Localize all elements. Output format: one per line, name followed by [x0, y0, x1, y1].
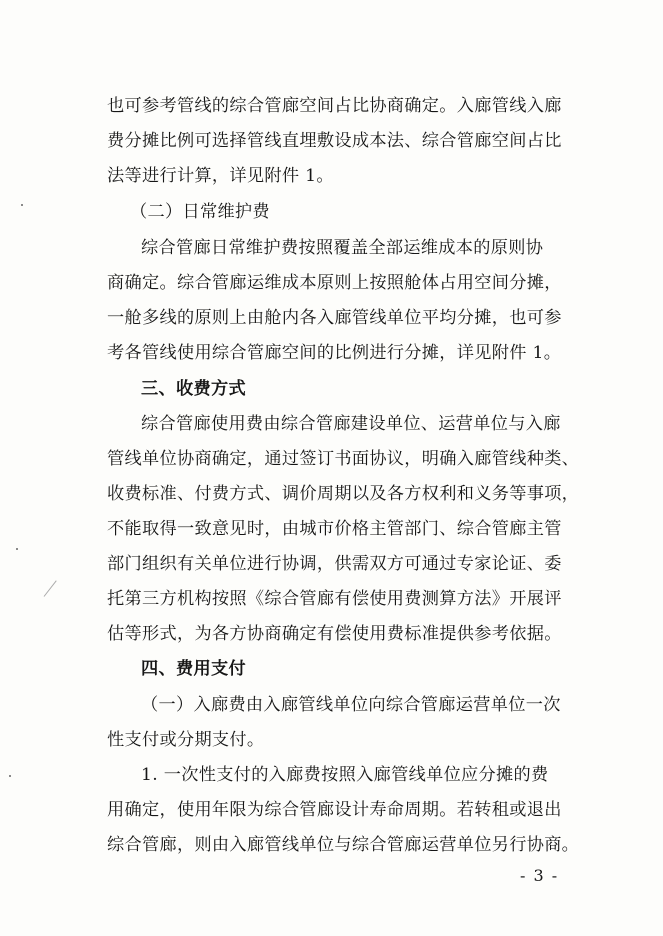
body-line: 综合管廊使用费由综合管廊建设单位、运营单位与入廊 [141, 414, 561, 434]
body-line: 费分摊比例可选择管线直埋敷设成本法、综合管廊空间占比 [107, 131, 562, 151]
scan-line-mark [44, 580, 57, 596]
body-line: 一舱多线的原则上由舱内各入廊管线单位平均分摊，也可参 [107, 308, 562, 328]
body-line: 综合管廊日常维护费按照覆盖全部运维成本的原则协 [141, 238, 544, 258]
scan-dust-mark [21, 204, 23, 206]
section-heading-charging-method: 三、收费方式 [141, 379, 246, 399]
body-line: 商确定。综合管廊运维成本原则上按照舱体占用空间分摊， [107, 273, 562, 293]
scan-dust-mark [16, 548, 18, 550]
body-line: 综合管廊，则由入廊管线单位与综合管廊运营单位另行协商。 [107, 835, 580, 855]
body-line: 部门组织有关单位进行协调，供需双方可通过专家论证、委 [107, 554, 562, 574]
body-line: 管线单位协商确定，通过签订书面协议，明确入廊管线种类、 [107, 449, 580, 469]
body-line: 托第三方机构按照《综合管廊有偿使用费测算方法》开展评 [107, 589, 562, 609]
body-line: 法等进行计算，详见附件 1。 [107, 166, 334, 186]
body-line: 收费标准、付费方式、调价周期以及各方权利和义务等事项， [107, 484, 580, 504]
section-heading-fee-payment: 四、费用支付 [141, 659, 246, 679]
body-line: 1. 一次性支付的入廊费按照入廊管线单位应分摊的费 [141, 765, 549, 785]
body-line: 性支付或分期支付。 [107, 730, 265, 750]
body-line: 考各管线使用综合管廊空间的比例进行分摊，详见附件 1。 [107, 343, 562, 363]
page-number: - 3 - [520, 866, 559, 885]
body-line: 估等形式，为各方协商确定有偿使用费标准提供参考依据。 [107, 624, 562, 644]
body-line: 不能取得一致意见时，由城市价格主管部门、综合管廊主管 [107, 519, 562, 539]
body-line: （一）入廊费由入廊管线单位向综合管廊运营单位一次 [141, 695, 561, 715]
section-heading-daily-maintenance: （二）日常维护费 [130, 202, 270, 222]
body-line: 也可参考管线的综合管廊空间占比协商确定。入廊管线入廊 [107, 96, 562, 116]
body-line: 用确定，使用年限为综合管廊设计寿命周期。若转租或退出 [107, 800, 562, 820]
scan-dust-mark [9, 775, 11, 777]
